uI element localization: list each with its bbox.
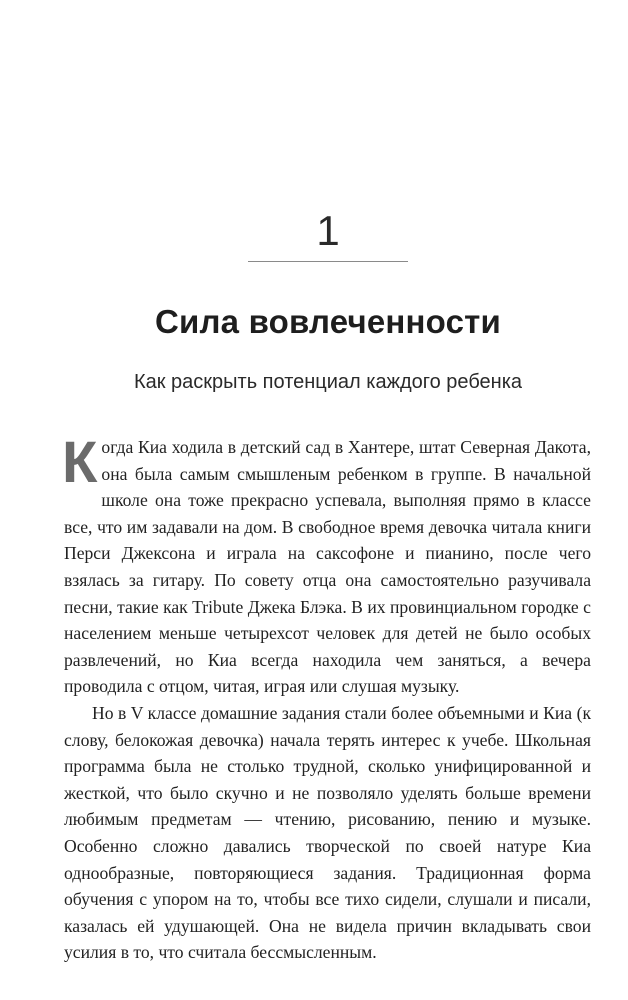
drop-cap: К — [62, 430, 98, 495]
body-text — [62, 430, 591, 966]
chapter-number: 1 — [316, 207, 340, 254]
chapter-divider — [248, 261, 408, 262]
paragraph-1 — [62, 430, 591, 700]
paragraph-2: Но в V классе домашние задания стали более объемными и Киа (к слову, белокожая девочка) начала терять интерес к учебе. Школьная программа была не столько трудной, сколько унифицированной и жесткой, что было скучно и не позволяло уделять больше времени любимым предметам — чтению, рисованию, пению и музыке. Особенно сложно давались творческой по своей натуре Киа однообразные, повторяющиеся задания. Традиционная форма обучения с упором на то, чтобы все тихо сидели, слушали и писали, казалась ей удушающей. Она не видела причин вкладывать свои усилия в то, что считала бессмысленным. — [64, 702, 591, 963]
paragraph-1-text: огда Киа ходила в детский сад в Хантере, штат Северная Дакота, она была самым смышленым ребенком в группе. В начальной школе она тоже прекрасно успевала, выполняя прямо в классе все, что им задавали на дом. В свободное время девочка читала книги Перси Джексона и играла на саксофоне и пианино, после чего взялась за гитару. По совету отца она самостоятельно разучивала песни, такие как Tribute Джека Блэка. В их провинциальном городке с населением меньше четырехсот человек для детей не было особых развлечений, но Киа всегда находила чем заняться, а вечера проводила с отцом, читая, играя или слушая музыку. — [64, 437, 591, 697]
chapter-title: Сила вовлеченности — [154, 303, 502, 340]
chapter-subtitle: Как раскрыть потенциал каждого ребенка — [133, 371, 523, 393]
